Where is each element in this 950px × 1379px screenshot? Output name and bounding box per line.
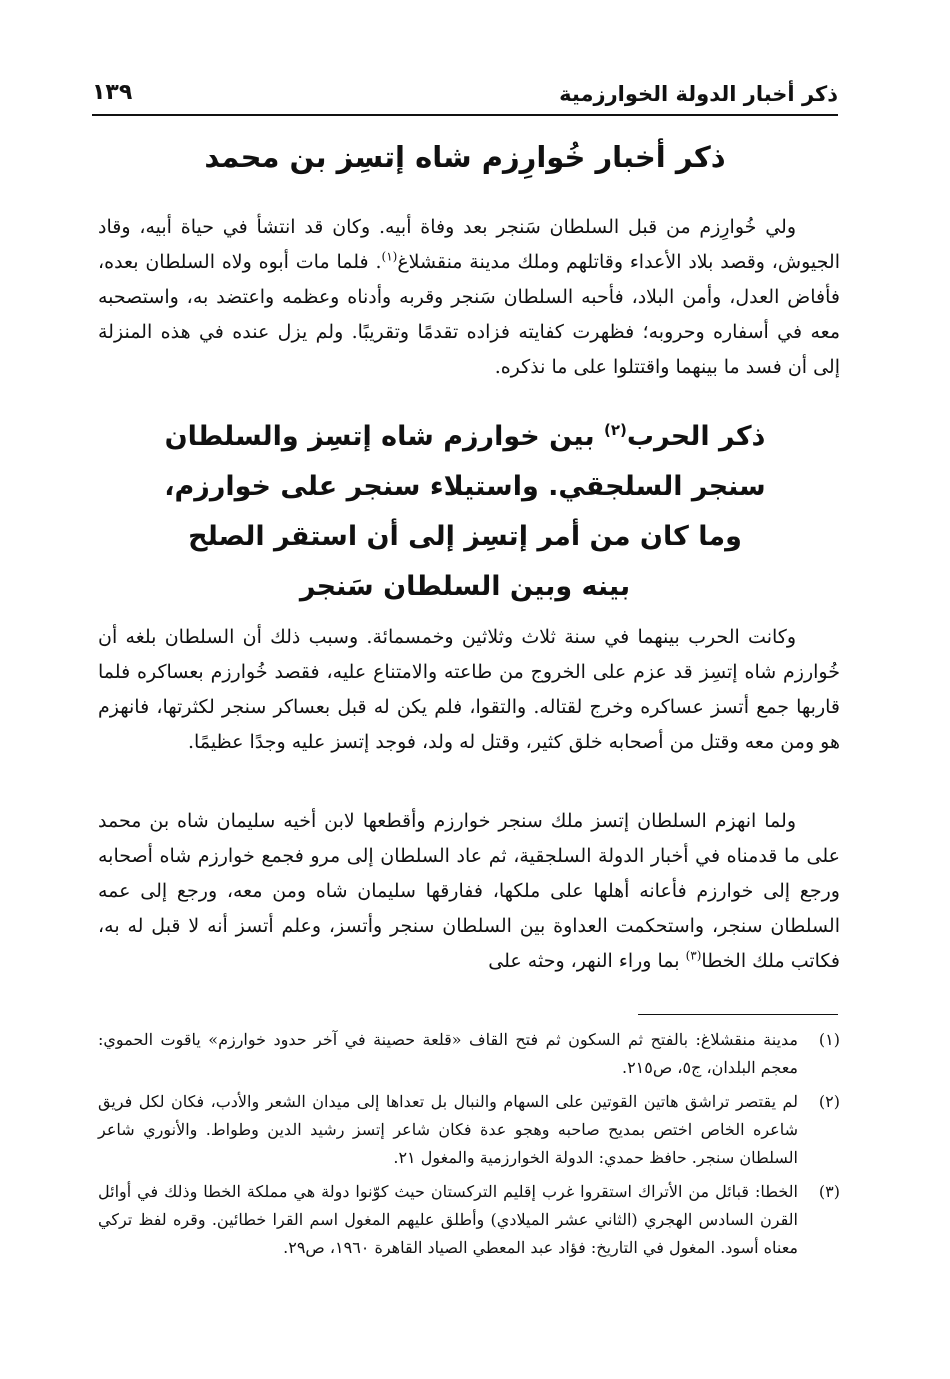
footnote-text: مدينة منقشلاغ: بالفتح ثم السكون ثم فتح القاف «قلعة حصينة في آخر حدود خوارزم» ياقوت الحموي: معجم البلدان، ج٥، ص٢١٥. [98,1030,798,1077]
heading-2-line-1 [92,412,838,462]
paragraph-1 [98,210,840,385]
heading-2-line-1-a: ذكر الحرب [626,421,766,452]
footnotes [98,1026,840,1268]
footnote [98,1088,840,1172]
footnote-ref-1: (١) [381,249,398,264]
heading-2-line-3: وما كان من أمر إتسِز إلى أن استقر الصلح [188,521,742,552]
footnote [98,1026,840,1082]
running-header [92,78,838,116]
footnote-text: لم يقتصر تراشق هاتين القوتين على السهام والنبال بل تعداها إلى ميدان الشعر والأدب، فكان لكل فريق شاعره الخاص اختص بمديح صاحبه وهجو عدة فكان شاعر إتسز رشيد الدين وطواط. والأنوري شاعر السلطان سنجر. حافظ حمدي: الدولة الخوارزمية والمغول ٢١. [98,1092,798,1167]
running-title: ذكر أخبار الدولة الخوارزمية [559,82,838,106]
footnote-number: (١) [818,1030,840,1049]
page-number: ١٣٩ [92,80,133,105]
footnote-ref-3: (٣) [685,948,702,963]
footnote-separator [638,1014,838,1015]
paragraph-3-text-a: ولما انهزم السلطان إتسز ملك سنجر خوارزم وأقطعها لابن أخيه سليمان شاه بن محمد على ما قدمناه في أخبار الدولة السلجقية، ثم عاد السلطان إلى مرو فجمع خوارزم شاه أصحابه ورجع إلى خوارزم فأعانه أهلها على ملكها، ففارقها سليمان شاه ومن معه، ورجع إلى عمه السلطان سنجر، واستحكمت العداوة بين السلطان سنجر وأتسز، وعلم أتسز أنه لا قبل له به، فكاتب ملك الخطا [98,810,840,972]
paragraph-1-text-b: . فلما مات أبوه ولاه السلطان بعده، فأفاض العدل، وأمن البلاد، فأحبه السلطان سَنجر وقربه وأدناه وعظمه واعتضد به، واستصحبه معه في أسفاره وحروبه؛ فظهرت كفايته فزاده تقدمًا وتقريبًا. ولم يزل عنده في هذه المنزلة إلى أن فسد ما بينهما واقتتلوا على ما نذكره. [98,251,840,378]
heading-2-line-4: بينه وبين السلطان سَنجر [299,571,631,602]
footnote-number: (٣) [818,1182,840,1201]
footnote [98,1178,840,1262]
footnote-ref-2: (٢) [604,421,627,439]
section-heading-1: ذكر أخبار خُوارِزم شاه إتسِز بن محمد [204,140,726,174]
paragraph-3 [98,804,840,979]
section-heading-2 [92,412,838,612]
footnote-text: الخطا: قبائل من الأتراك استقروا غرب إقليم التركستان حيث كوّنوا دولة هي مملكة الخطا وذلك في أوائل القرن السادس الهجري (الثاني عشر الميلادي) وأطلق عليهم المغول اسم القرا خطائين. وقره لفظ تركي معناه أسود. المغول في التاريخ: فؤاد عبد المعطي الصياد القاهرة ١٩٦٠، ص٢٩. [98,1182,798,1257]
paragraph-3-text-b: بما وراء النهر، وحثه على [488,950,686,972]
heading-2-line-1-b: بين خوارزم شاه إتسِز والسلطان [164,421,604,452]
heading-2-line-2: سنجر السلجقي. واستيلاء سنجر على خوارزم، [164,471,766,502]
footnote-number: (٢) [818,1092,840,1111]
paragraph-2: وكانت الحرب بينهما في سنة ثلاث وثلاثين وخمسمائة. وسبب ذلك أن السلطان بلغه أن خُوارزم شاه إتسِز قد عزم على الخروج من طاعته والامتناع عليه، فقصد خُوارزم بعساكره فلما قاربها جمع أتسز عساكره وخرج لقتاله. والتقوا، فلم يكن له قبل بعساكر سنجر لكثرتها، فانهزم هو ومن معه وقتل من أصحابه خلق كثير، وقتل له ولد، فوجد إتسز عليه وجدًا عظيمًا. [98,626,840,753]
paragraph-1-text-a: ولي خُوارِزم من قبل السلطان سَنجر بعد وفاة أبيه. وكان قد انتشأ في حياة أبيه، وقاد الجيوش، وقصد بلاد الأعداء وقاتلهم وملك مدينة منقشلاغ [98,216,840,273]
